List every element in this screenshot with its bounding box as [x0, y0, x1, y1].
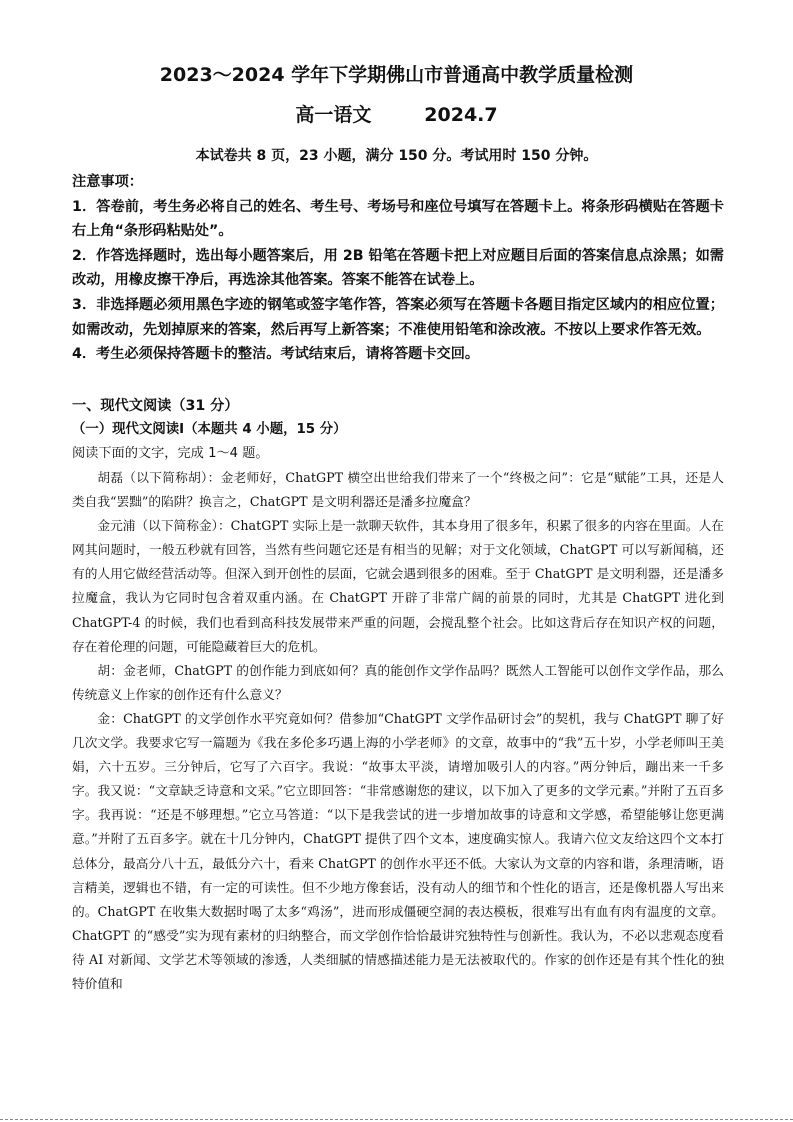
- passage-paragraph: 金：ChatGPT 的文学创作水平究竟如何？借参加“ChatGPT 文学作品研讨会”的契机，我与 ChatGPT 聊了好几次文学。我要求它写一篇题为《我在多伦多巧遇上海的小学老师》的文章，故事中的“我”五十岁，小学老师叫王美娟，六十五岁。三分钟后，它写了六百字。我说：“故事太平淡，请增加吸引人的内容。”两分钟后，蹦出来一千多字。我又说：“文章缺乏诗意和文采。”它立即回答：“非常感谢您的建议，以下加入了更多的文学元素。”并附了五百多字。我再说：“还是不够理想。”它立马答道：“以下是我尝试的进一步增加故事的诗意和文学感，希望能够让您更满意。”并附了五百多字。就在十几分钟内，ChatGPT 提供了四个文本，速度确实惊人。我请六位文友给这四个文本打总体分，最高分八十五，最低分六十，看来 ChatGPT 的创作水平还不低。大家认为文章的内容和谐，条理清晰，语言精美，逻辑也不错，有一定的可读性。但不少地方像套话，没有动人的细节和个性化的语言，还是像机器人写出来的。ChatGPT 在收集大数据时喝了太多“鸡汤”，进而形成僵硬空洞的表达模板，很难写出有血有肉有温度的文章。ChatGPT 的“感受”实为现有素材的归纳整合，而文学创作恰恰最讲究独特性与创新性。我认为，不必以悲观态度看待 AI 对新闻、文学艺术等领域的渗透，人类细腻的情感描述能力是无法被取代的。作家的创作还是有其个性化的独特价值和: [72, 710, 724, 991]
- page-bottom-rule: [0, 1119, 793, 1120]
- notes-item: 3．非选择题必须用黑色字迹的钢笔或签字笔作答，答案必须写在答题卡各题目指定区域内的相应位置；如需改动，先划掉原来的答案，然后再写上新答案；不准使用铅笔和涂改液。不按以上要求作答无效。: [72, 296, 724, 338]
- exam-info: 本试卷共 8 页，23 小题，满分 150 分。考试用时 150 分钟。: [195, 148, 598, 164]
- notes-block: [72, 170, 724, 367]
- section-heading: 一、现代文阅读（31 分）: [72, 398, 239, 414]
- passage-paragraph: 胡磊（以下简称胡）：金老师好，ChatGPT 横空出世给我们带来了一个“终极之问”：它是“赋能”工具，还是人类自我“罢黜”的陷阱？换言之，ChatGPT 是文明利器还是潘多拉魔盒？: [72, 470, 724, 510]
- passage-paragraph: 胡：金老师，ChatGPT 的创作能力到底如何？真的能创作文学作品吗？既然人工智能可以创作文学作品，那么传统意义上作家的创作还有什么意义？: [72, 662, 724, 702]
- notes-item: 4．考生必须保持答题卡的整洁。考试结束后，请将答题卡交回。: [72, 346, 480, 363]
- notes-item: 2．作答选择题时，选出每小题答案后，用 2B 铅笔在答题卡把上对应题目后面的答案信息点涂黑；如需改动，用橡皮擦干净后，再选涂其他答案。答案不能答在试卷上。: [72, 247, 724, 289]
- exam-subtitle: 高一语文 2024.7: [295, 104, 498, 126]
- reading-instruction: 阅读下面的文字，完成 1～4 题。: [72, 446, 269, 461]
- notes-item: 1．答卷前，考生务必将自己的姓名、考生号、考场号和座位号填写在答题卡上。将条形码横贴在答题卡右上角“条形码粘贴处”。: [72, 198, 724, 240]
- exam-title: 2023～2024 学年下学期佛山市普通高中教学质量检测: [159, 64, 634, 86]
- passage-paragraph: 金元浦（以下简称金）：ChatGPT 实际上是一款聊天软件，其本身用了很多年，积累了很多的内容在里面。人在网其问题时，一般五秒就有回答，当然有些问题它还是有相当的见解；对于文化领域，ChatGPT 可以写新闻稿，还有的人用它做经营活动等。但深入到开创性的层面，它就会遇到很多的困难。至于 ChatGPT 是文明利器，还是潘多拉魔盒，我认为它同时包含着双重内涵。在 ChatGPT 开辟了非常广阔的前景的同时，尤其是 ChatGPT 进化到 ChatGPT-4 的时候，我们也看到高科技发展带来严重的问题，会搅乱整个社会。比如这背后存在知识产权的问题，存在着伦理的问题，可能隐藏着巨大的危机。: [72, 518, 724, 654]
- section-header: [72, 394, 724, 442]
- notes-heading: 注意事项：: [72, 174, 143, 190]
- section-subheading: （一）现代文阅读Ⅰ（本题共 4 小题，15 分）: [72, 422, 347, 437]
- passage: [72, 466, 724, 996]
